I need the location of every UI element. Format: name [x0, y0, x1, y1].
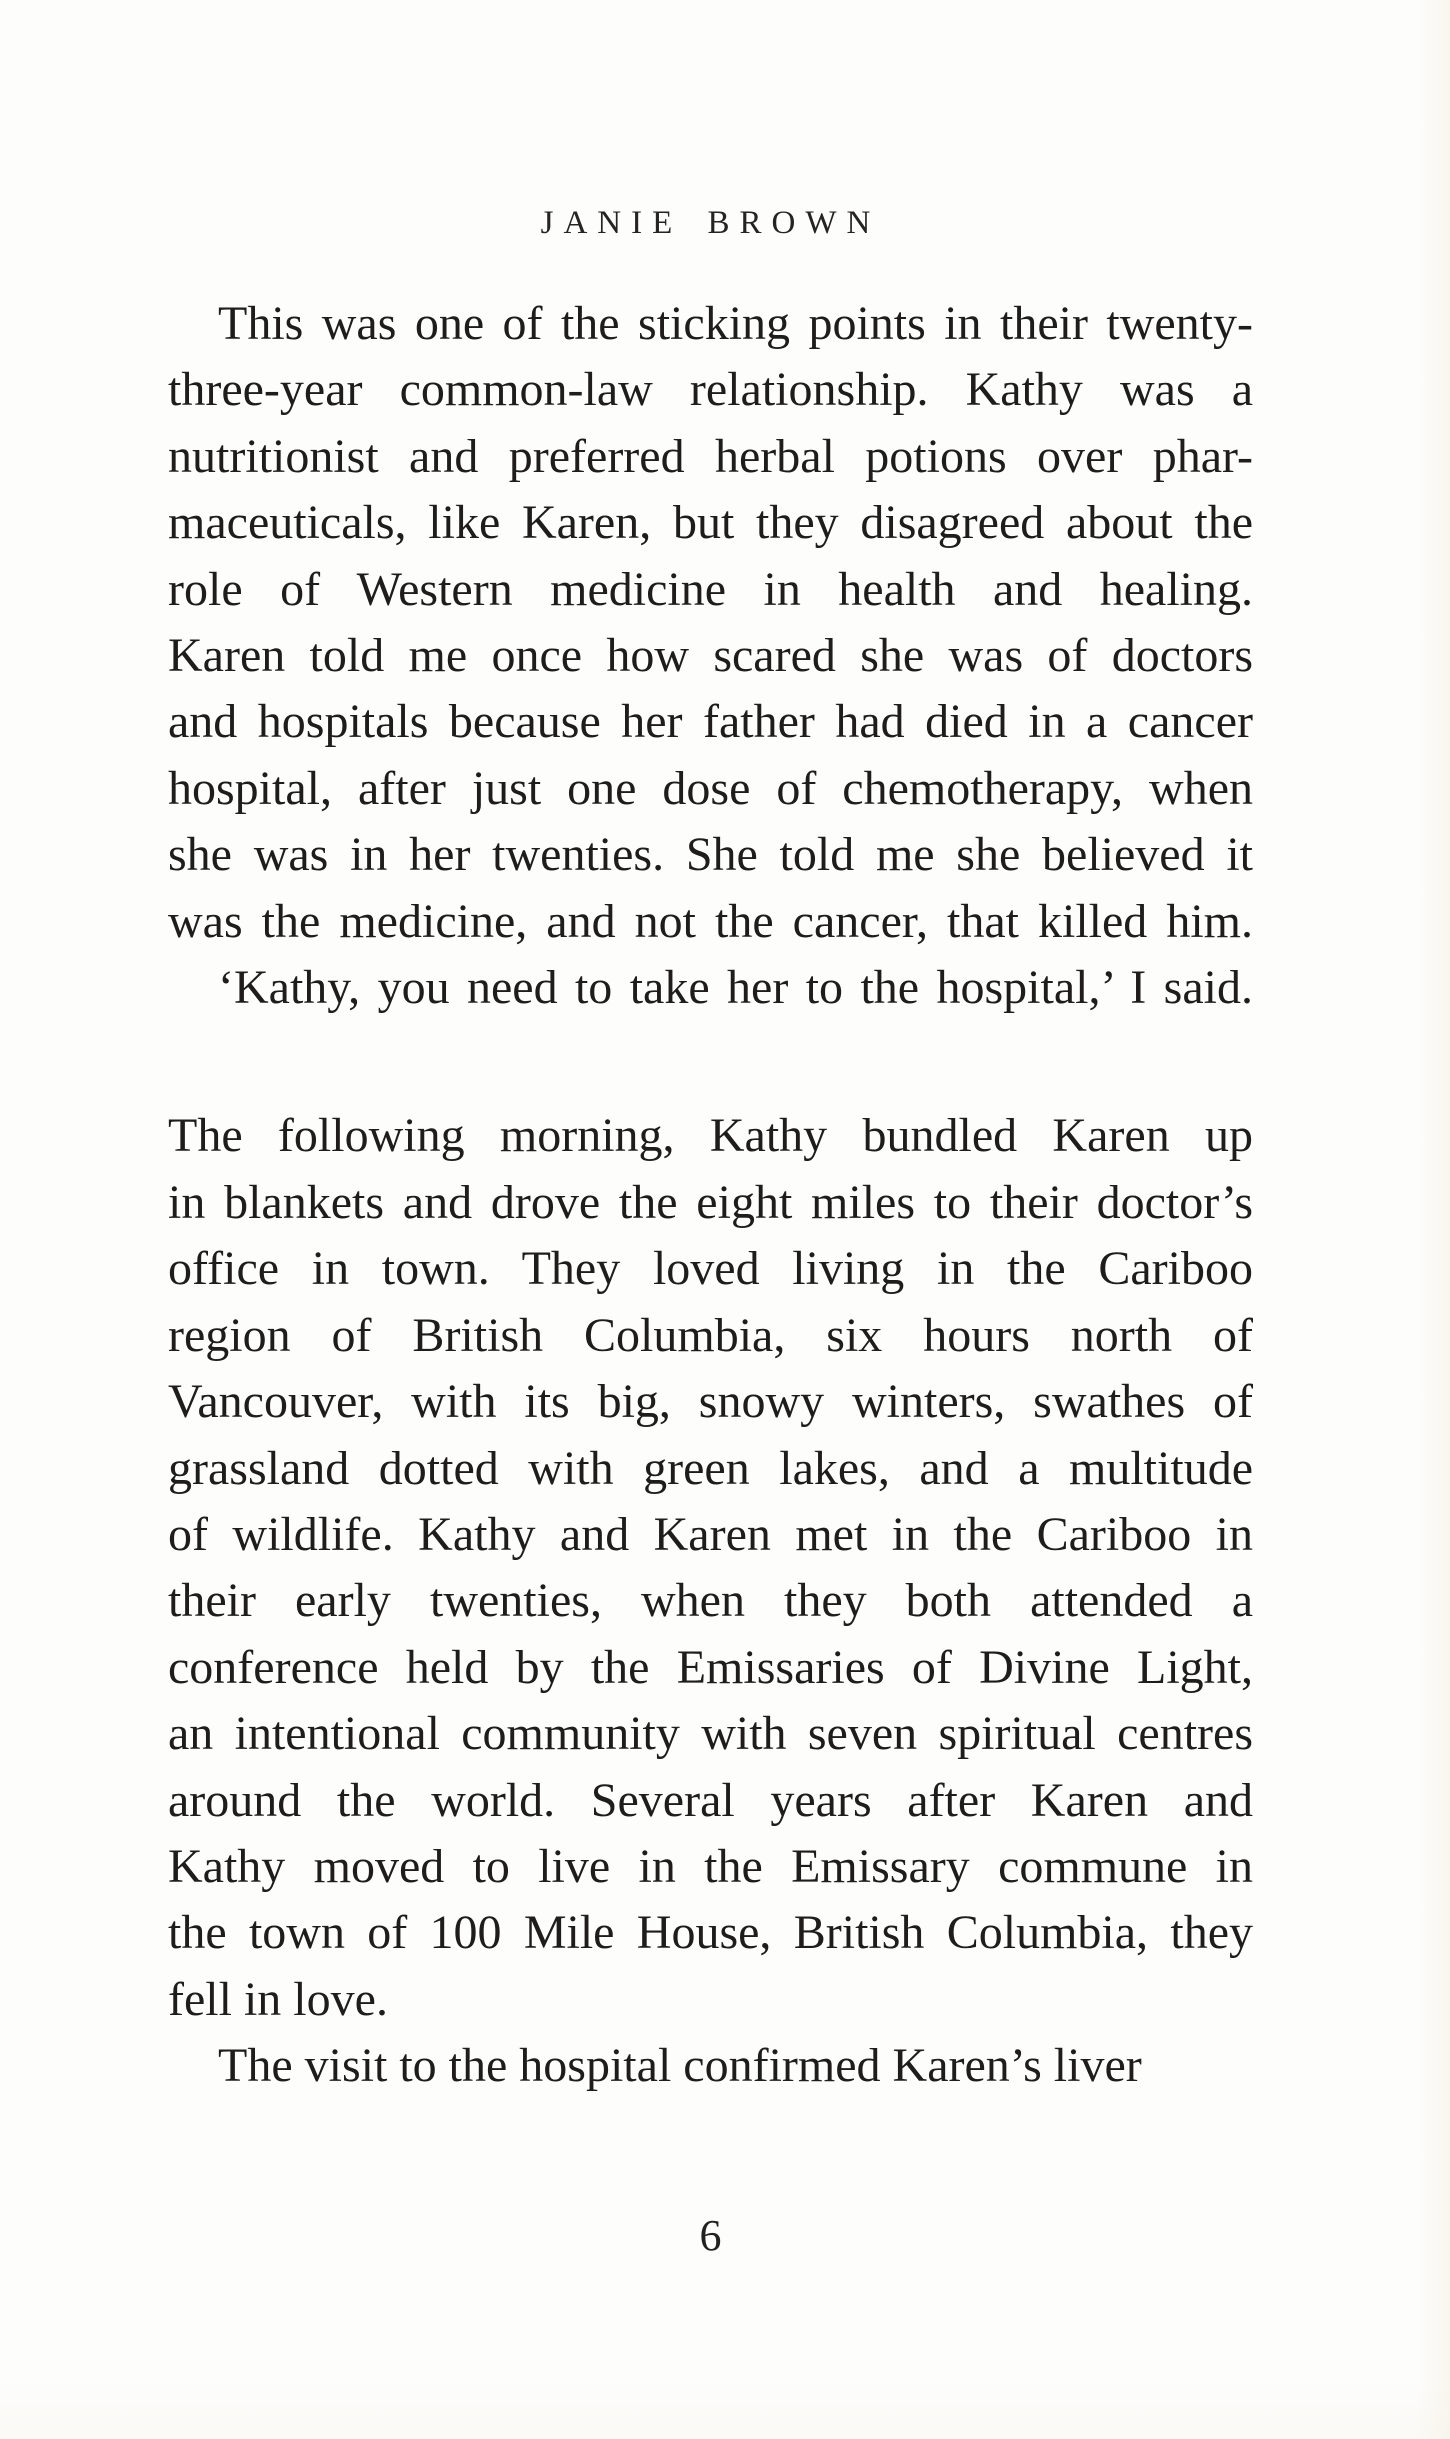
text-line: role of Western medicine in health and healing. — [168, 562, 1253, 616]
text-line: This was one of the sticking points in their twenty- — [218, 297, 1253, 350]
text-line: she was in her twenties. She told me she believed it — [168, 828, 1253, 882]
paragraph-2-dialogue — [168, 955, 1253, 1021]
text-line: Kathy moved to live in the Emissary commune in — [168, 1839, 1253, 1893]
text-line: their early twenties, when they both attended a — [168, 1574, 1253, 1628]
paragraph-4 — [168, 2033, 1253, 2099]
scan-tint-bottom-edge — [0, 2379, 1450, 2439]
text-line: Vancouver, with its big, snowy winters, swathes of — [168, 1375, 1253, 1429]
text-line: hospital, after just one dose of chemotherapy, when — [168, 761, 1253, 815]
text-line: the town of 100 Mile House, British Columbia, they — [168, 1906, 1253, 1960]
text-line: was the medicine, and not the cancer, that killed him. — [168, 894, 1253, 948]
text-line: maceuticals, like Karen, but they disagreed about the — [168, 496, 1253, 550]
text-line: three-year common-law relationship. Kathy was a — [168, 363, 1253, 417]
text-line: around the world. Several years after Karen and — [168, 1773, 1253, 1827]
text-line: of wildlife. Kathy and Karen met in the Cariboo in — [168, 1507, 1253, 1561]
scan-tint-right-edge — [1416, 0, 1450, 2439]
page-number: 6 — [699, 2211, 722, 2260]
text-line: Karen told me once how scared she was of doctors — [168, 629, 1253, 683]
text-line: grassland dotted with green lakes, and a multitude — [168, 1441, 1253, 1495]
text-line: an intentional community with seven spiritual centres — [168, 1707, 1253, 1761]
text-line: ‘Kathy, you need to take her to the hospital,’ I said. — [218, 961, 1253, 1015]
text-line: office in town. They loved living in the Cariboo — [168, 1242, 1253, 1296]
paragraph-3 — [168, 1103, 1253, 2033]
text-line: conference held by the Emissaries of Divine Light, — [168, 1640, 1253, 1694]
text-line: nutritionist and preferred herbal potions over phar- — [168, 429, 1253, 483]
text-line: fell in love. — [168, 1972, 388, 2026]
text-line: The visit to the hospital confirmed Karen’s liver — [218, 2039, 1142, 2093]
text-line: region of British Columbia, six hours north of — [168, 1308, 1253, 1362]
text-line: in blankets and drove the eight miles to their doctor’s — [168, 1175, 1253, 1229]
body-text — [168, 291, 1253, 2100]
running-head-author: JANIE BROWN — [540, 205, 881, 241]
text-line: The following morning, Kathy bundled Karen up — [168, 1109, 1253, 1163]
text-line: and hospitals because her father had died in a cancer — [168, 695, 1253, 749]
paragraph-1 — [168, 291, 1253, 955]
